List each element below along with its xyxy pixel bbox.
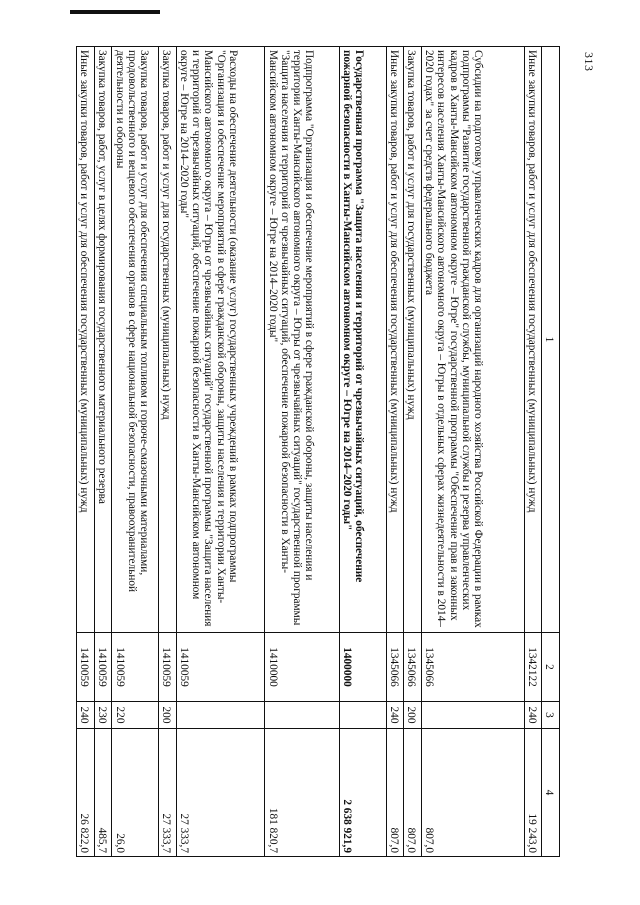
row-amount: 27 333,7 <box>159 729 177 857</box>
header-row <box>542 47 560 857</box>
table-row <box>77 47 95 857</box>
row-target-code: 1410059 <box>77 633 95 702</box>
row-expense-type: 240 <box>77 702 95 729</box>
row-description: Субсидии на подготовку управленческих кадров для организаций народного хозяйства Российской Федерации в рамках подпрограммы "Развитие государственной гражданской службы, муниципальной службы и резерва управленческих кадров в Ханты-Мансийском автономном округе – Югре" государственной программы "Обеспечение прав и законных интересов населения Ханты-Мансийского автономного округа – Югры в отдельных сферах жизнедеятельности в 2014–2020 годах" за счет средств федерального бюджета <box>422 47 525 633</box>
table-row <box>265 47 340 857</box>
row-target-code: 1345066 <box>404 633 422 702</box>
table-row <box>404 47 422 857</box>
budget-table <box>76 46 560 857</box>
row-expense-type: 240 <box>524 702 542 729</box>
row-expense-type <box>176 702 265 729</box>
header-col-1: 1 <box>542 47 560 633</box>
row-description: Иные закупки товаров, работ и услуг для обеспечения государственных (муниципальных) нужд <box>524 47 542 633</box>
row-amount: 19 243,0 <box>524 729 542 857</box>
row-description: Закупка товаров, работ и услуг для государственных (муниципальных) нужд <box>159 47 177 633</box>
row-amount: 485,7 <box>94 729 112 857</box>
row-amount: 181 820,7 <box>265 729 340 857</box>
row-description: Подпрограмма "Организация и обеспечение мероприятий в сфере гражданской обороны, защиты населения и территории Ханты-Мансийского автономного округа – Югры от чрезвычайных ситуаций" государственной программы "Защита населения и территорий от чрезвычайных ситуаций, обеспечение пожарной безопасности в Ханты-Мансийском автономном округе – Югре на 2014–2020 годы" <box>265 47 340 633</box>
row-target-code: 1410059 <box>112 633 159 702</box>
row-amount: 26,0 <box>112 729 159 857</box>
row-target-code: 1410059 <box>176 633 265 702</box>
table-row <box>386 47 404 857</box>
table-row <box>176 47 265 857</box>
row-description: Государственная программа "Защита населения и территорий от чрезвычайных ситуаций, обеспечение пожарной безопасности в Ханты-Мансийском автономном округе – Югре на 2014–2020 годы" <box>339 47 386 633</box>
header-col-4: 4 <box>542 729 560 857</box>
table-row <box>112 47 159 857</box>
row-expense-type: 230 <box>94 702 112 729</box>
table-row <box>524 47 542 857</box>
row-amount: 26 822,0 <box>77 729 95 857</box>
row-target-code: 1410000 <box>265 633 340 702</box>
table-row-program <box>339 47 386 857</box>
row-description: Закупка товаров, работ, услуг в целях формирования государственного материального резерва <box>94 47 112 633</box>
row-description: Иные закупки товаров, работ и услуг для обеспечения государственных (муниципальных) нужд <box>77 47 95 633</box>
row-target-code: 1410059 <box>159 633 177 702</box>
row-amount: 807,0 <box>386 729 404 857</box>
table-row <box>422 47 525 857</box>
row-target-code: 1345066 <box>386 633 404 702</box>
header-col-3: 3 <box>542 702 560 729</box>
row-expense-type <box>422 702 525 729</box>
row-expense-type: 240 <box>386 702 404 729</box>
row-expense-type: 200 <box>159 702 177 729</box>
row-amount: 27 333,7 <box>176 729 265 857</box>
row-expense-type <box>339 702 386 729</box>
table-row <box>94 47 112 857</box>
row-amount: 2 638 921,9 <box>339 729 386 857</box>
page-number: 313 <box>582 52 596 72</box>
header-col-2: 2 <box>542 633 560 702</box>
table-row <box>159 47 177 857</box>
row-target-code: 1342122 <box>524 633 542 702</box>
row-description: Расходы на обеспечение деятельности (оказание услуг) государственных учреждений в рамках подпрограммы "Организация и обеспечение мероприятий в сфере гражданской обороны, защиты населения и территории Ханты-Мансийского автономного округа – Югры от чрезвычайных ситуаций" государственной программы "Защита населения и территорий от чрезвычайных ситуаций, обеспечение пожарной безопасности в Ханты-Мансийском автономном округе – Югре на 2014–2020 годы" <box>176 47 265 633</box>
row-amount: 807,0 <box>422 729 525 857</box>
row-description: Закупка товаров, работ и услуг для государственных (муниципальных) нужд <box>404 47 422 633</box>
row-target-code: 1410059 <box>94 633 112 702</box>
top-rule <box>70 10 160 14</box>
row-description: Закупка товаров, работ и услуг для обеспечения специальным топливом и горюче-смазочными материалами, продовольственного и вещевого обеспечения органов в сфере национальной безопасности, правоохранительной деятельности и обороны <box>112 47 159 633</box>
row-target-code: 1345066 <box>422 633 525 702</box>
row-amount: 807,0 <box>404 729 422 857</box>
rotated-budget-table-wrapper <box>76 46 560 856</box>
row-description: Иные закупки товаров, работ и услуг для обеспечения государственных (муниципальных) нужд <box>386 47 404 633</box>
row-expense-type: 220 <box>112 702 159 729</box>
row-expense-type <box>265 702 340 729</box>
row-target-code: 1400000 <box>339 633 386 702</box>
row-expense-type: 200 <box>404 702 422 729</box>
